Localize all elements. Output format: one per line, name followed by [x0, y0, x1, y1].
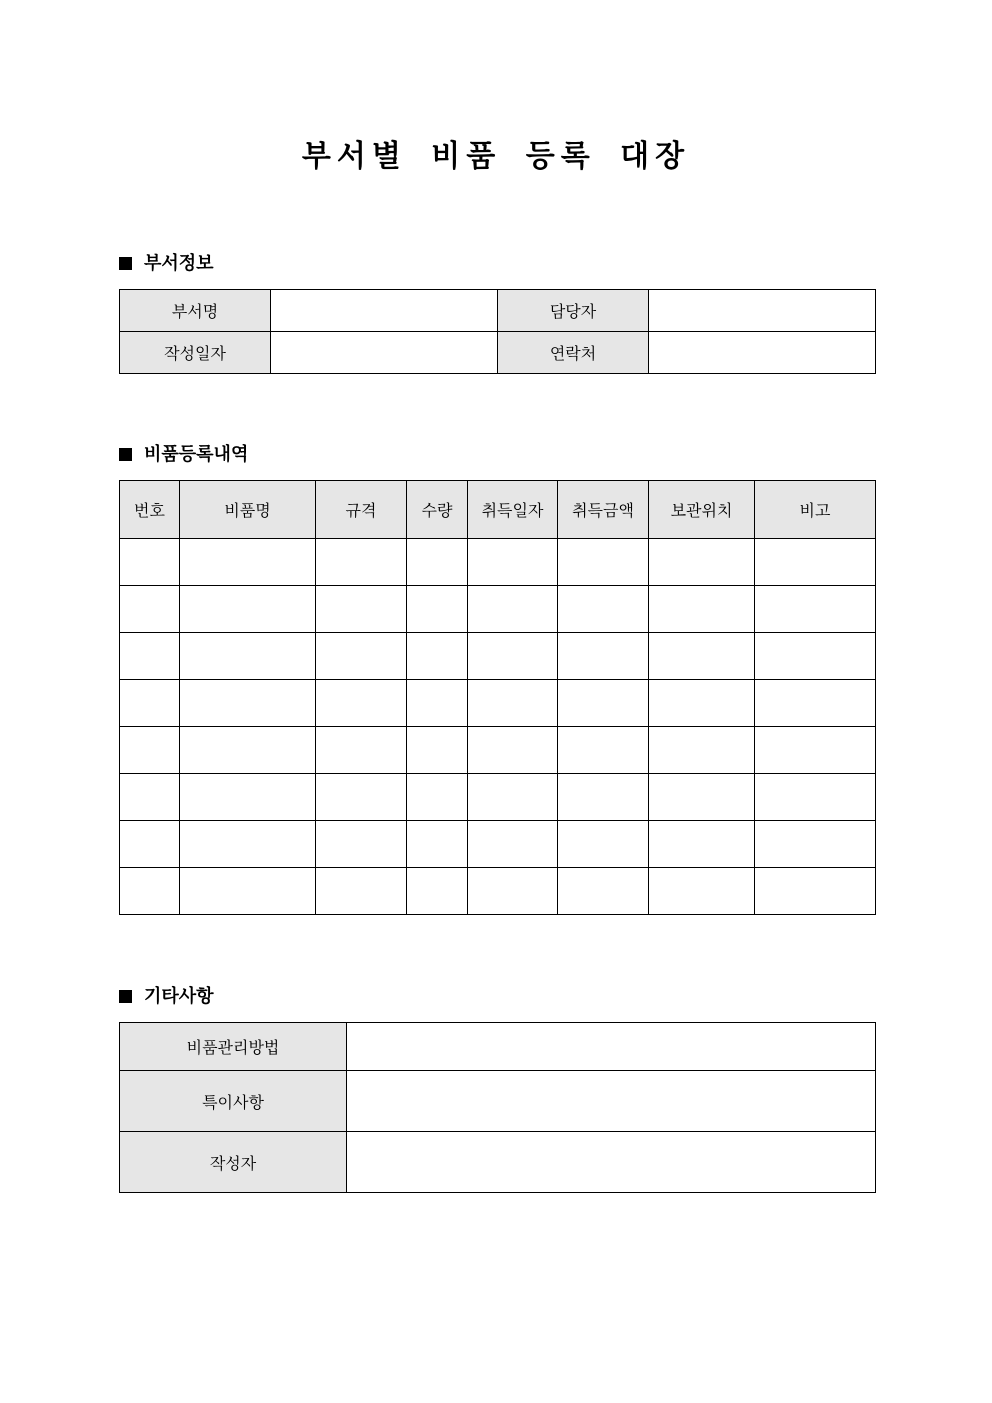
table-cell[interactable] [407, 586, 468, 633]
col-header-acquired-date: 취득일자 [468, 481, 558, 539]
table-cell[interactable] [407, 727, 468, 774]
management-method-field[interactable] [347, 1023, 876, 1071]
table-cell[interactable] [649, 821, 755, 868]
table-cell[interactable] [649, 539, 755, 586]
dept-name-label: 부서명 [120, 290, 271, 332]
table-cell[interactable] [468, 727, 558, 774]
writer-label: 작성자 [120, 1132, 347, 1193]
table-cell[interactable] [755, 727, 876, 774]
col-header-remarks: 비고 [755, 481, 876, 539]
table-cell[interactable] [468, 774, 558, 821]
table-cell[interactable] [755, 821, 876, 868]
table-cell[interactable] [558, 821, 649, 868]
table-cell[interactable] [316, 586, 407, 633]
table-cell[interactable] [180, 586, 316, 633]
table-cell[interactable] [407, 821, 468, 868]
table-cell[interactable] [649, 586, 755, 633]
table-cell[interactable] [407, 633, 468, 680]
table-cell[interactable] [649, 680, 755, 727]
table-row [120, 1023, 876, 1071]
table-cell[interactable] [316, 868, 407, 915]
table-row [120, 586, 876, 633]
table-cell[interactable] [120, 633, 180, 680]
col-header-number: 번호 [120, 481, 180, 539]
table-cell[interactable] [649, 868, 755, 915]
square-bullet-icon [119, 990, 132, 1003]
writer-field[interactable] [347, 1132, 876, 1193]
square-bullet-icon [119, 257, 132, 270]
table-cell[interactable] [558, 633, 649, 680]
table-cell[interactable] [316, 680, 407, 727]
items-section-title: 비품등록내역 [144, 444, 249, 465]
table-cell[interactable] [180, 633, 316, 680]
contact-field[interactable] [649, 332, 876, 374]
table-cell[interactable] [120, 727, 180, 774]
table-cell[interactable] [558, 539, 649, 586]
table-row [120, 290, 876, 332]
date-field[interactable] [271, 332, 498, 374]
table-cell[interactable] [649, 727, 755, 774]
table-cell[interactable] [316, 821, 407, 868]
table-cell[interactable] [755, 868, 876, 915]
table-cell[interactable] [180, 868, 316, 915]
table-row [120, 774, 876, 821]
square-bullet-icon [119, 448, 132, 461]
table-cell[interactable] [180, 727, 316, 774]
table-cell[interactable] [180, 774, 316, 821]
table-row [120, 680, 876, 727]
table-row [120, 1071, 876, 1132]
dept-section-heading [119, 252, 214, 276]
manager-label: 담당자 [498, 290, 649, 332]
table-cell[interactable] [407, 868, 468, 915]
misc-table [119, 1022, 876, 1193]
table-cell[interactable] [755, 539, 876, 586]
table-cell[interactable] [649, 633, 755, 680]
table-cell[interactable] [558, 680, 649, 727]
notes-label: 특이사항 [120, 1071, 347, 1132]
management-method-label: 비품관리방법 [120, 1023, 347, 1071]
table-cell[interactable] [120, 868, 180, 915]
table-cell[interactable] [755, 633, 876, 680]
table-cell[interactable] [180, 680, 316, 727]
misc-section-heading [119, 985, 214, 1009]
table-cell[interactable] [316, 727, 407, 774]
table-cell[interactable] [120, 539, 180, 586]
table-cell[interactable] [120, 680, 180, 727]
contact-label: 연락처 [498, 332, 649, 374]
table-row [120, 868, 876, 915]
table-cell[interactable] [120, 821, 180, 868]
dept-info-table [119, 289, 876, 374]
table-cell[interactable] [316, 774, 407, 821]
table-cell[interactable] [120, 774, 180, 821]
table-cell[interactable] [558, 727, 649, 774]
table-cell[interactable] [755, 680, 876, 727]
table-cell[interactable] [558, 586, 649, 633]
table-cell[interactable] [468, 821, 558, 868]
notes-field[interactable] [347, 1071, 876, 1132]
table-cell[interactable] [468, 680, 558, 727]
table-row [120, 821, 876, 868]
table-cell[interactable] [180, 539, 316, 586]
items-section-heading [119, 443, 248, 467]
misc-section-title: 기타사항 [144, 986, 214, 1007]
col-header-item-name: 비품명 [180, 481, 316, 539]
dept-name-field[interactable] [271, 290, 498, 332]
table-cell[interactable] [316, 539, 407, 586]
table-cell[interactable] [120, 586, 180, 633]
table-row [120, 633, 876, 680]
table-cell[interactable] [407, 774, 468, 821]
items-table [119, 480, 876, 915]
manager-field[interactable] [649, 290, 876, 332]
table-cell[interactable] [316, 633, 407, 680]
table-cell[interactable] [755, 774, 876, 821]
table-cell[interactable] [468, 633, 558, 680]
table-cell[interactable] [407, 539, 468, 586]
col-header-spec: 규격 [316, 481, 407, 539]
table-cell[interactable] [468, 868, 558, 915]
table-row [120, 1132, 876, 1193]
table-row [120, 332, 876, 374]
table-cell[interactable] [407, 680, 468, 727]
col-header-location: 보관위치 [649, 481, 755, 539]
table-cell[interactable] [468, 586, 558, 633]
table-cell[interactable] [468, 539, 558, 586]
table-cell[interactable] [558, 868, 649, 915]
dept-section-title: 부서정보 [144, 253, 214, 274]
table-row [120, 539, 876, 586]
col-header-quantity: 수량 [407, 481, 468, 539]
table-header-row [120, 481, 876, 539]
page-title: 부서별 비품 등록 대장 [301, 139, 691, 174]
col-header-acquired-amount: 취득금액 [558, 481, 649, 539]
table-cell[interactable] [649, 774, 755, 821]
table-cell[interactable] [755, 586, 876, 633]
table-row [120, 727, 876, 774]
date-label: 작성일자 [120, 332, 271, 374]
table-cell[interactable] [180, 821, 316, 868]
table-cell[interactable] [558, 774, 649, 821]
